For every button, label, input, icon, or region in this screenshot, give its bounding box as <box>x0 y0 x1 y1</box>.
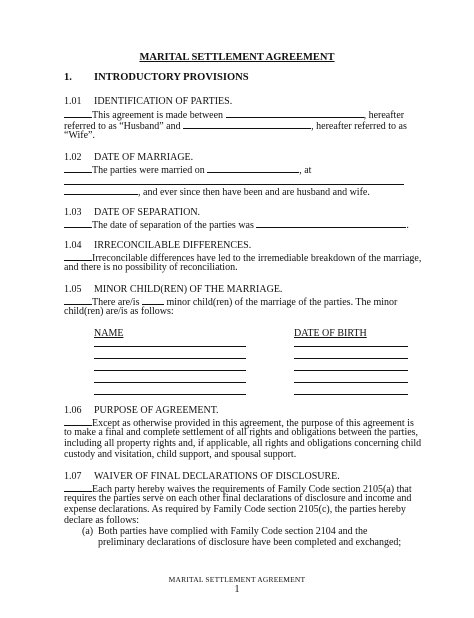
clause-line <box>64 119 407 133</box>
clause-line: requires the parties serve on each other final declarations of disclosure and income and <box>64 493 412 504</box>
place-blank[interactable] <box>64 185 138 195</box>
clause-number: 1.06 <box>64 405 82 416</box>
text: This agreement is made between <box>92 110 224 121</box>
child-dob-blank[interactable] <box>294 382 408 383</box>
clause-number: 1.07 <box>64 471 82 482</box>
clause-number: 1.05 <box>64 284 82 295</box>
text: minor child(ren) of the marriage of the parties. The minor <box>166 297 398 308</box>
clause-heading: WAIVER OF FINAL DECLARATIONS OF DISCLOSURE. <box>94 471 340 482</box>
text: The parties were married on <box>92 165 205 176</box>
child-dob-blank[interactable] <box>294 394 408 395</box>
child-dob-blank[interactable] <box>294 346 408 347</box>
initial-blank[interactable] <box>64 251 92 261</box>
section-heading: INTRODUCTORY PROVISIONS <box>94 72 249 83</box>
initial-blank[interactable] <box>64 416 92 426</box>
text: Except as otherwise provided in this agreement, the purpose of this agreement is <box>92 418 414 429</box>
initial-blank[interactable] <box>64 295 92 305</box>
child-name-blank[interactable] <box>94 394 246 395</box>
text: , and ever since then have been and are husband and wife. <box>138 187 370 198</box>
child-name-blank[interactable] <box>94 382 246 383</box>
text: Each party hereby waives the requirements of Family Code section 2105(a) that <box>92 484 412 495</box>
initial-blank[interactable] <box>64 482 92 492</box>
clause-line: declare as follows: <box>64 515 139 526</box>
clause-heading: DATE OF SEPARATION. <box>94 207 201 218</box>
husband-name-blank[interactable] <box>226 108 364 118</box>
subclause-label: (a) <box>82 526 94 537</box>
text: The date of separation of the parties was <box>92 220 254 231</box>
text: referred to as “Husband” and <box>64 121 181 132</box>
clause-line: to make a final and complete settlement of all rights and obligations between the parties, <box>64 427 419 438</box>
clause-line: “Wife”. <box>64 130 95 141</box>
text: . <box>406 220 409 231</box>
text: , hereafter <box>363 110 405 121</box>
clause-line <box>64 218 409 232</box>
initial-blank[interactable] <box>64 218 92 228</box>
clause-heading: DATE OF MARRIAGE. <box>94 152 194 163</box>
clause-heading: PURPOSE OF AGREEMENT. <box>94 405 219 416</box>
clause-number: 1.03 <box>64 207 82 218</box>
clause-heading: IRRECONCILABLE DIFFERENCES. <box>94 240 252 251</box>
initial-blank[interactable] <box>64 163 92 173</box>
child-name-blank[interactable] <box>94 346 246 347</box>
subclause-line: preliminary declarations of disclosure have been completed and exchanged; <box>98 537 402 548</box>
text: Irreconcilable differences have led to the irremediable breakdown of the marriage, <box>92 253 422 264</box>
child-name-blank[interactable] <box>94 370 246 371</box>
clause-line: and there is no possibility of reconciliation. <box>64 262 238 273</box>
marriage-date-blank[interactable] <box>207 163 299 173</box>
clause-line: child(ren) are/is as follows: <box>64 306 174 317</box>
wife-name-blank[interactable] <box>183 119 311 129</box>
text: , at <box>299 165 312 176</box>
page-number: 1 <box>234 584 240 595</box>
child-dob-blank[interactable] <box>294 370 408 371</box>
dob-column-header: DATE OF BIRTH <box>294 328 367 339</box>
initial-blank[interactable] <box>64 108 92 118</box>
clause-number: 1.01 <box>64 96 82 107</box>
subclause-line: Both parties have complied with Family Code section 2104 and the <box>98 526 368 537</box>
clause-heading: MINOR CHILD(REN) OF THE MARRIAGE. <box>94 284 283 295</box>
clause-heading: IDENTIFICATION OF PARTIES. <box>94 96 233 107</box>
child-name-blank[interactable] <box>94 358 246 359</box>
text: There are/is <box>92 297 140 308</box>
separation-date-blank[interactable] <box>256 218 406 228</box>
section-number: 1. <box>64 72 72 83</box>
page-footer: MARITAL SETTLEMENT AGREEMENT <box>168 575 306 584</box>
child-dob-blank[interactable] <box>294 358 408 359</box>
child-count-blank[interactable] <box>142 295 164 305</box>
text: , hereafter referred to as <box>311 121 407 132</box>
clause-number: 1.02 <box>64 152 82 163</box>
clause-line: custody and visitation, child support, and spousal support. <box>64 449 297 460</box>
clause-line <box>64 163 311 177</box>
clause-number: 1.04 <box>64 240 82 251</box>
document-title: MARITAL SETTLEMENT AGREEMENT <box>139 52 335 63</box>
clause-line: expense declarations. As required by Family Code section 2105(c), the parties hereby <box>64 504 406 515</box>
clause-line <box>64 185 370 199</box>
clause-line: including all property rights and, if applicable, all rights and obligations concerning child <box>64 438 422 449</box>
name-column-header: NAME <box>94 328 124 339</box>
